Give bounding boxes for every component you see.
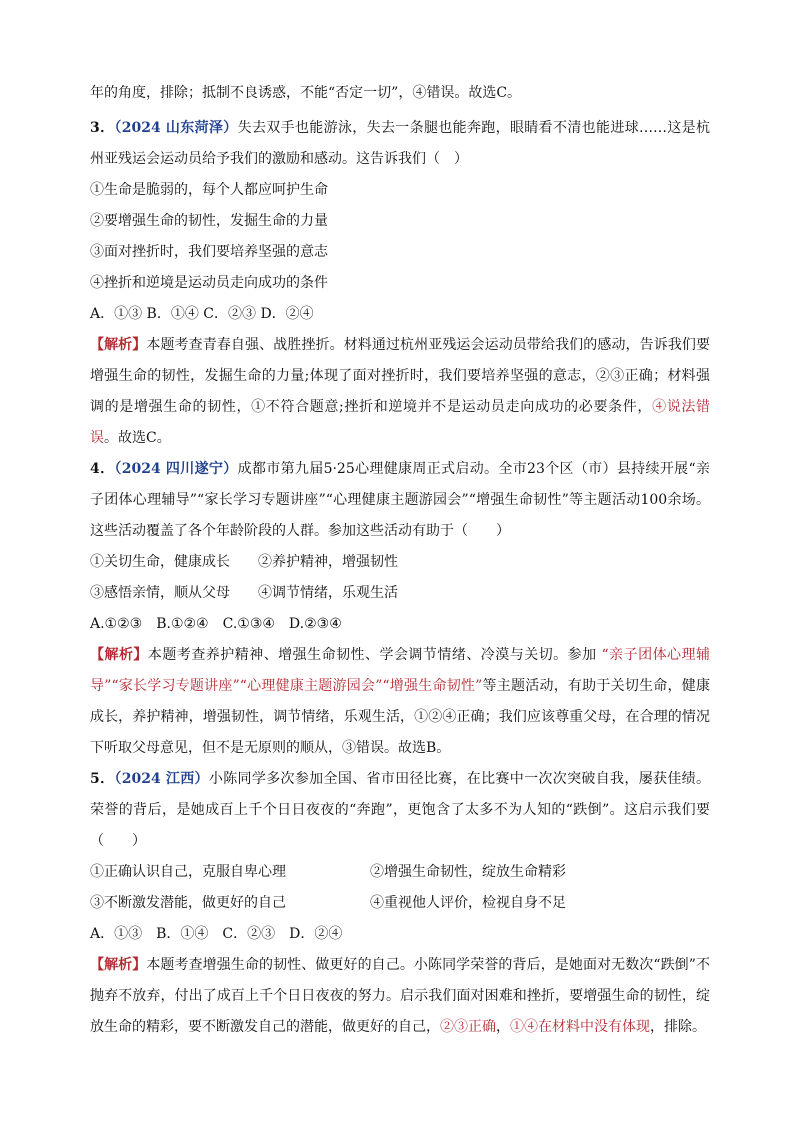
option: ②要增强生命的韧性，发掘生命的力量 bbox=[90, 213, 328, 229]
analysis-end: ，排除。 bbox=[650, 1019, 706, 1035]
analysis-highlight: “亲子团体心理辅导”“家长学习专题讲座”“心理健康主题游园会”“增强生命韧性” bbox=[90, 647, 711, 694]
analysis-text: 等主题活动，有助于关切生命，健康成长，养护精神，增强韧性，调节情绪，乐观生活，①②④正确；我们应该尊重父母，在合理的情况下听取父母意见，但不是无原则的顺从，③错误。故选B。 bbox=[90, 678, 710, 756]
answer-choices: A.①②③ B.①②④ C.①③④ D.②③④ bbox=[90, 616, 342, 632]
question-number: 3． bbox=[90, 120, 115, 136]
analysis-text: 本题考查青春自强、战胜挫折。材料通过杭州亚残运会运动员带给我们的感动，告诉我们要增强生命的韧性，发掘生命的力量;体现了面对挫折时，我们要培养坚强的意志，②③正确；材料强调的是增强生命的韧性，①不符合题意;挫折和逆境并不是运动员走向成功的必要条件， bbox=[90, 337, 711, 415]
option: ③感悟亲情，顺从父母 bbox=[90, 585, 230, 601]
q2-analysis-tail: 年的角度，排除；抵制不良诱惑，不能“否定一切”，④错误。故选C。 bbox=[90, 85, 522, 101]
analysis-highlight: ①④在材料中没有体现 bbox=[510, 1019, 650, 1035]
question-number: 5． bbox=[90, 771, 115, 787]
option: ①生命是脆弱的，每个人都应呵护生命 bbox=[90, 182, 328, 198]
question-text: 失去双手也能游泳，失去一条腿也能奔跑，眼睛看不清也能进球……这是杭州亚残运会运动员给予我们的激励和感动。这告诉我们（ ） bbox=[90, 120, 710, 167]
analysis-end: 。故选C。 bbox=[104, 430, 171, 446]
question-source: （2024 四川遂宁） bbox=[114, 461, 238, 477]
analysis-tag: 【解析】 bbox=[90, 647, 148, 663]
analysis-text: ， bbox=[496, 1019, 510, 1035]
question-text: 小陈同学多次参加全国、省市田径比赛，在比赛中一次次突破自我，屡获佳绩。荣誉的背后，是她成百上千个日日夜夜的“奔跑”，更饱含了太多不为人知的“跌倒”。这启示我们要（ ） bbox=[90, 771, 711, 849]
question-4-analysis bbox=[90, 640, 710, 764]
option: ④调节情绪，乐观生活 bbox=[258, 585, 398, 601]
option: ④挫折和逆境是运动员走向成功的条件 bbox=[90, 275, 328, 291]
question-text: 成都市第九届5·25心理健康周正式启动。全市23个区（市）县持续开展“亲子团体心理辅导”“家长学习专题讲座”“心理健康主题游园会”“增强生命韧性”等主题活动100余场。这些活动覆盖了各个年龄阶段的人群。参加这些活动有助于（ ） bbox=[90, 461, 710, 539]
answer-choices: A．①③ B．①④ C．②③ D．②④ bbox=[90, 926, 343, 942]
analysis-text: 本题考查增强生命的韧性、做更好的自己。小陈同学荣誉的背后，是她面对无数次“跌倒”不抛弃不放弃，付出了成百上千个日日夜夜的努力。启示我们面对困难和挫折，要增强生命的韧性，绽放生命的精彩，要不断激发自己的潜能，做更好的自己， bbox=[90, 957, 711, 1035]
question-number: 4． bbox=[90, 461, 115, 477]
option-row bbox=[90, 578, 710, 609]
option: ②养护精神，增强韧性 bbox=[258, 554, 398, 570]
option: ③不断激发潜能，做更好的自己 bbox=[90, 895, 286, 911]
question-3-analysis bbox=[90, 330, 710, 454]
option-row bbox=[90, 888, 710, 919]
option: ③面对挫折时，我们要培养坚强的意志 bbox=[90, 244, 328, 260]
analysis-highlight: ④说法错误 bbox=[90, 399, 711, 446]
analysis-tag: 【解析】 bbox=[90, 337, 147, 353]
option: ①关切生命，健康成长 bbox=[90, 554, 230, 570]
question-5-stem bbox=[90, 764, 710, 857]
answer-choices: A．①③ B．①④ C．②③ D．②④ bbox=[90, 306, 314, 322]
analysis-text: 本题考查养护精神、增强生命韧性、学会调节情绪、冷漠与关切。参加 bbox=[147, 647, 602, 663]
option: ④重视他人评价，检视自身不足 bbox=[370, 895, 566, 911]
question-source: （2024 江西） bbox=[114, 771, 209, 787]
question-3-stem bbox=[90, 113, 710, 175]
question-5-analysis bbox=[90, 950, 710, 1043]
question-4-stem bbox=[90, 454, 710, 547]
document-page bbox=[90, 78, 710, 1043]
option-row bbox=[90, 547, 710, 578]
analysis-tag: 【解析】 bbox=[90, 957, 147, 973]
option-row bbox=[90, 857, 710, 888]
analysis-highlight: ②③正确 bbox=[440, 1019, 496, 1035]
question-source: （2024 山东菏泽） bbox=[114, 120, 238, 136]
option: ②增强生命韧性，绽放生命精彩 bbox=[370, 864, 566, 880]
option: ①正确认识自己，克服自卑心理 bbox=[90, 864, 286, 880]
